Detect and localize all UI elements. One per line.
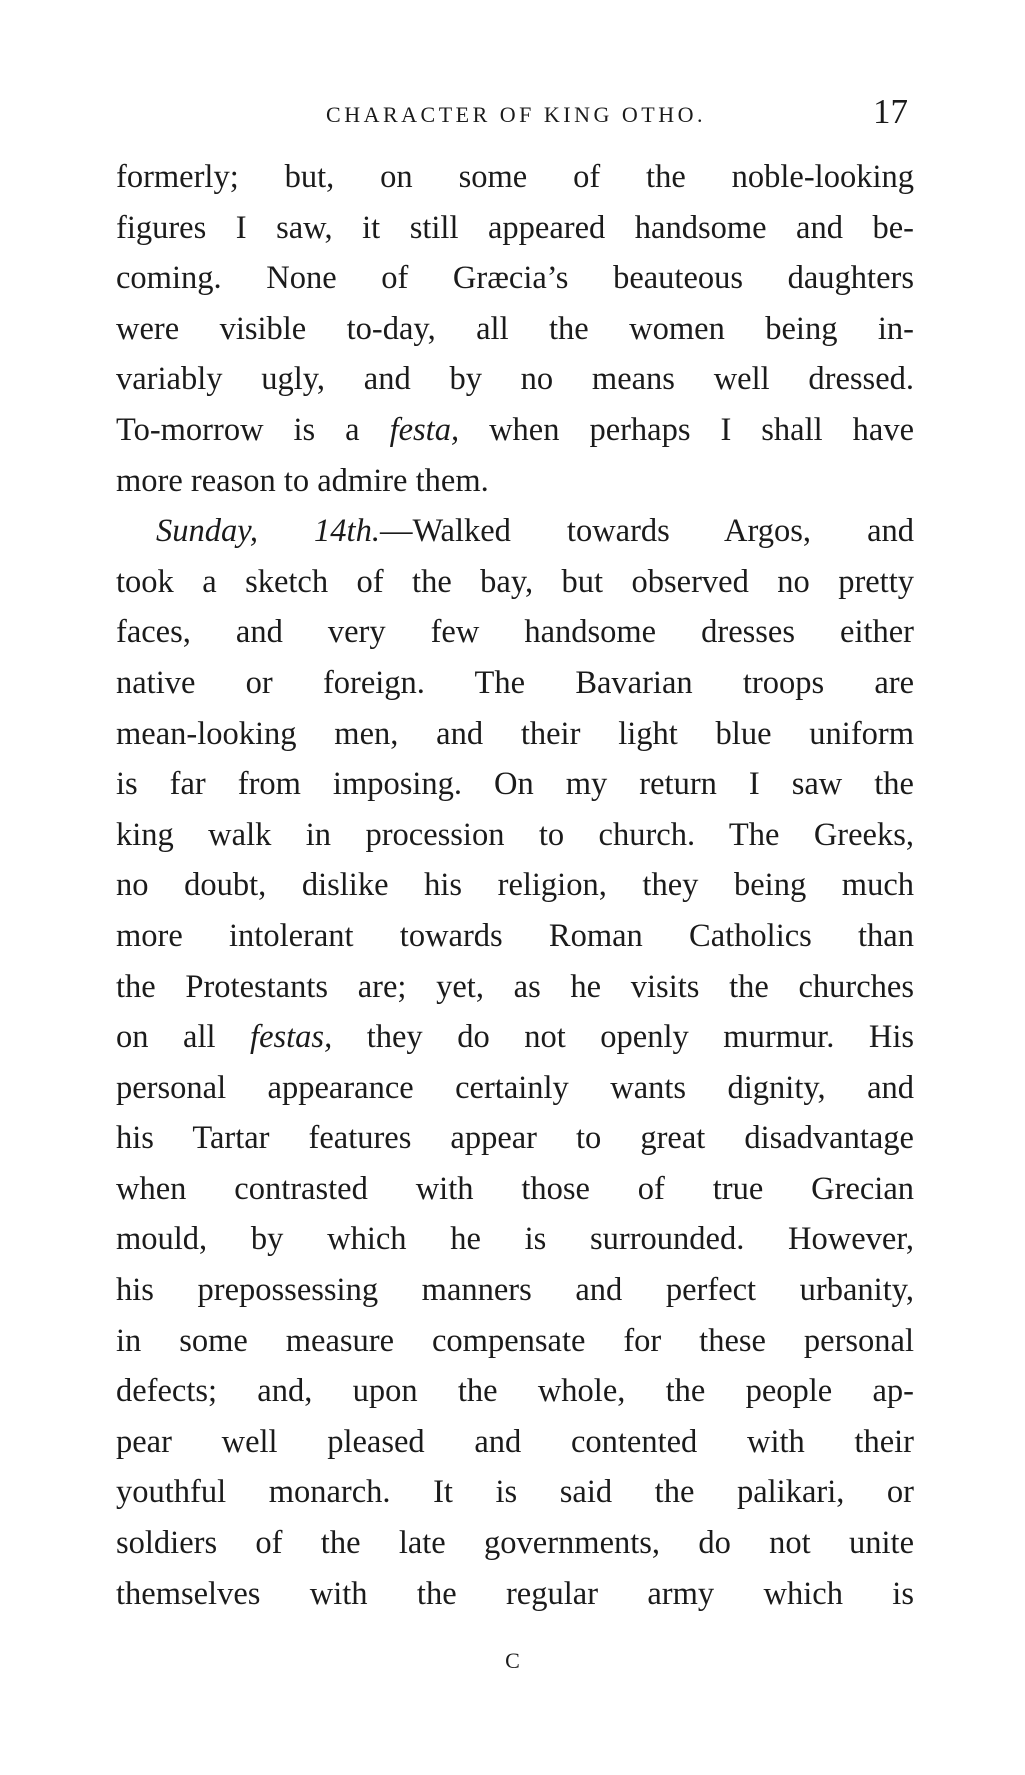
text-line: no doubt, dislike his religion, they being much [116,867,914,904]
text-line: his Tartar features appear to great disadvantage [116,1120,914,1157]
text-line: king walk in procession to church. The Greeks, [116,816,914,853]
text-line: To-morrow is a festa, when perhaps I shall have [116,411,914,448]
italic-word: festa, [389,411,460,448]
signature-mark [0,1648,1025,1674]
text-line: when contrasted with those of true Grecian [116,1170,914,1207]
italic-word: festas, [250,1019,333,1056]
text-line: on all festas, they do not openly murmur. His [116,1019,914,1056]
text-line: themselves with the regular army which is [116,1575,914,1612]
text-line: were visible to-day, all the women being in- [116,310,914,347]
text-line: soldiers of the late governments, do not unite [116,1525,914,1562]
text-line: variably ugly, and by no means well dressed. [116,361,914,398]
text-line: pear well pleased and contented with their [116,1423,914,1460]
text-line: native or foreign. The Bavarian troops are [116,664,914,701]
text-line: more intolerant towards Roman Catholics than [116,917,914,954]
running-title: CHARACTER OF KING OTHO. [326,102,706,127]
text-line: defects; and, upon the whole, the people ap- [116,1373,914,1410]
text-line: Sunday, 14th.—Walked towards Argos, and [156,513,914,550]
text-line: figures I saw, it still appeared handsome and be- [116,209,914,246]
text-line: the Protestants are; yet, as he visits the churches [116,968,914,1005]
text-line: more reason to admire them. [116,462,489,499]
text-line: his prepossessing manners and perfect urbanity, [116,1272,914,1309]
text-line: took a sketch of the bay, but observed no pretty [116,563,914,600]
body-text [116,152,914,1619]
text-line: formerly; but, on some of the noble-looking [116,159,914,195]
text-line: in some measure compensate for these personal [116,1322,914,1359]
entry-date: Sunday, 14th. [156,513,380,550]
text-line: coming. None of Græcia’s beauteous daughters [116,260,914,297]
text-line: mould, by which he is surrounded. However, [116,1221,914,1258]
text-line: youthful monarch. It is said the palikari, or [116,1474,914,1511]
text-line: faces, and very few handsome dresses either [116,614,914,651]
signature-letter: C [505,1648,520,1673]
text-line: mean-looking men, and their light blue uniform [116,715,914,752]
page-number: 17 [873,92,908,131]
running-head [118,92,914,142]
text-line: is far from imposing. On my return I saw the [116,766,914,803]
text-line: personal appearance certainly wants dignity, and [116,1069,914,1106]
